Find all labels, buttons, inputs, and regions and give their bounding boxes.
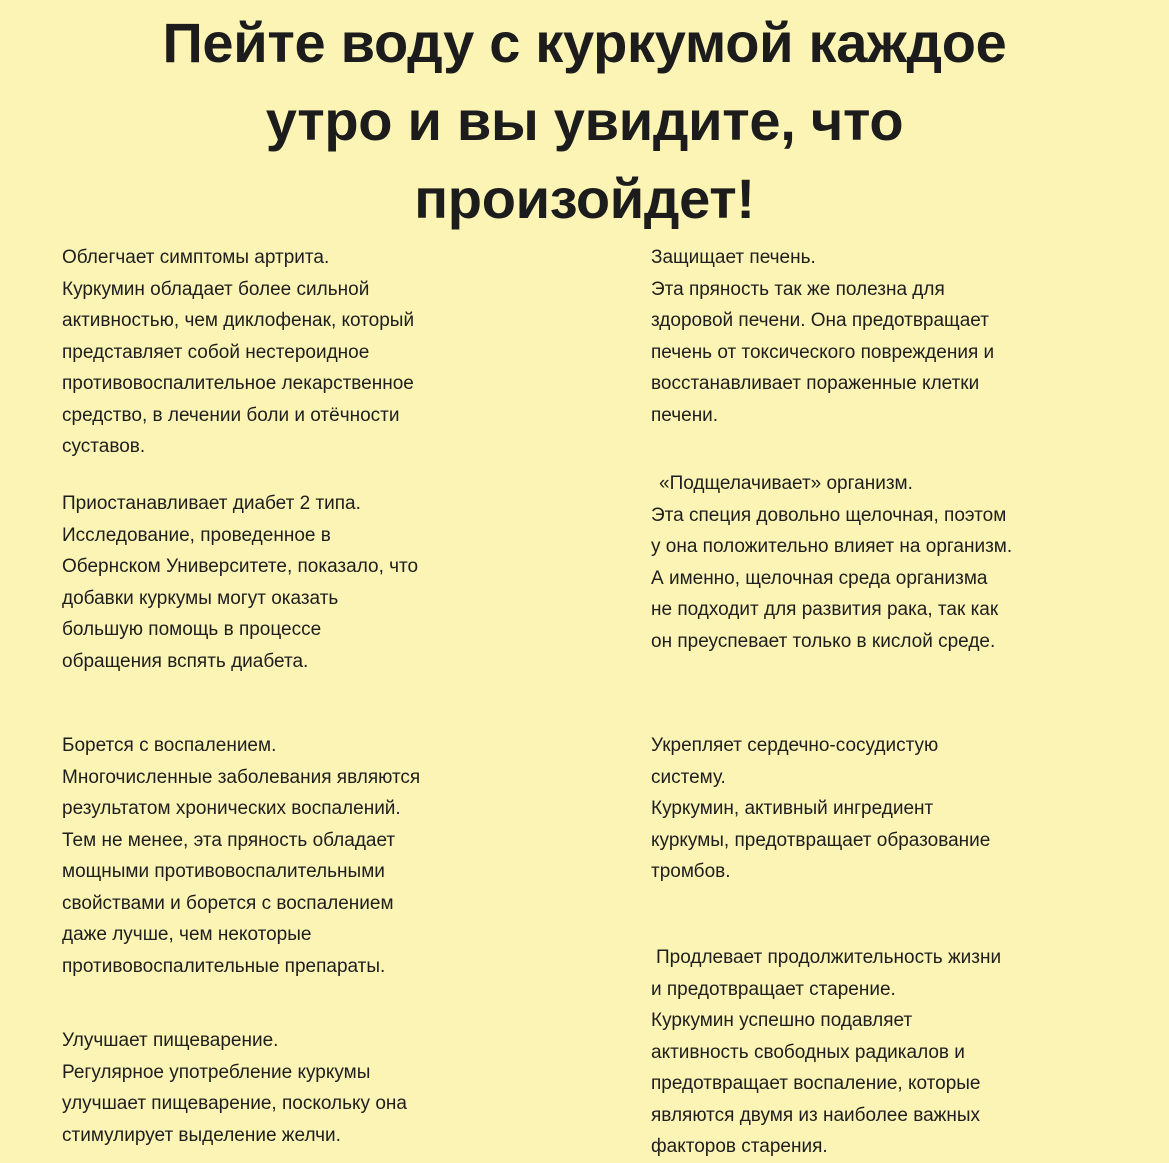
section-line: Тем не менее, эта пряность обладает bbox=[62, 829, 396, 851]
section-line: большую помощь в процессе bbox=[62, 619, 322, 640]
section-line: Эта специя довольно щелочная, поэтом bbox=[651, 504, 1007, 526]
section-line: активность свободных радикалов и bbox=[651, 1041, 965, 1063]
section-line: Регулярное употребление куркумы bbox=[62, 1061, 371, 1083]
section-liver bbox=[651, 242, 994, 431]
section-inflammation bbox=[62, 730, 420, 982]
title-line: произойдет! bbox=[414, 167, 755, 230]
section-line: предотвращает воспаление, которые bbox=[651, 1073, 981, 1094]
section-heading: Приостанавливает диабет 2 типа. bbox=[62, 493, 361, 514]
section-heading: Улучшает пищеварение. bbox=[62, 1030, 279, 1051]
section-line: факторов старения. bbox=[651, 1136, 828, 1157]
section-line: активностью, чем диклофенак, который bbox=[62, 310, 415, 331]
section-diabetes bbox=[62, 488, 418, 677]
section-line: Куркумин, активный ингредиент bbox=[651, 798, 934, 819]
section-line: стимулирует выделение желчи. bbox=[62, 1124, 341, 1146]
section-line: мощными противовоспалительными bbox=[62, 861, 385, 882]
title-line: утро и вы увидите, что bbox=[265, 89, 904, 152]
section-heading: «Подщелачивает» организм. bbox=[659, 473, 913, 494]
section-line: А именно, щелочная среда организма bbox=[651, 567, 988, 589]
section-heading: систему. bbox=[651, 766, 726, 788]
section-line: не подходит для развития рака, так как bbox=[651, 599, 999, 620]
section-arthritis bbox=[62, 242, 414, 463]
section-line: Многочисленные заболевания являются bbox=[62, 766, 421, 788]
section-line: добавки куркумы могут оказать bbox=[62, 587, 339, 609]
section-line: обращения вспять диабета. bbox=[62, 650, 309, 672]
section-line: Куркумин обладает более сильной bbox=[62, 278, 370, 300]
section-line: тромбов. bbox=[651, 861, 731, 882]
section-line: он преуспевает только в кислой среде. bbox=[651, 630, 996, 652]
section-line: суставов. bbox=[62, 436, 146, 457]
section-line: Куркумин успешно подавляет bbox=[651, 1010, 913, 1031]
section-heading: Укрепляет сердечно-сосудистую bbox=[651, 735, 939, 756]
section-line: Обернском Университете, показало, что bbox=[62, 556, 419, 577]
section-line: у она положительно влияет на организм. bbox=[651, 536, 1013, 557]
section-line: противовоспалительные препараты. bbox=[62, 955, 386, 977]
section-line: представляет собой нестероидное bbox=[62, 341, 370, 363]
section-heading: и предотвращает старение. bbox=[651, 978, 896, 1000]
section-line: результатом хронических воспалений. bbox=[62, 798, 401, 819]
section-line: здоровой печени. Она предотвращает bbox=[651, 310, 989, 331]
section-line: свойствами и борется с воспалением bbox=[62, 892, 394, 914]
section-line: Эта пряность так же полезна для bbox=[651, 278, 945, 300]
section-line: печени. bbox=[651, 404, 719, 426]
section-line: Исследование, проведенное в bbox=[62, 524, 331, 546]
section-cardiovascular bbox=[651, 730, 990, 888]
section-heading: Борется с воспалением. bbox=[62, 735, 277, 756]
section-alkaline bbox=[651, 468, 1012, 657]
section-digestion bbox=[62, 1025, 407, 1151]
page-title bbox=[0, 4, 1169, 238]
section-heading: Облегчает симптомы артрита. bbox=[62, 247, 330, 268]
section-line: средство, в лечении боли и отёчности bbox=[62, 404, 400, 426]
section-line: восстанавливает пораженные клетки bbox=[651, 373, 980, 394]
section-line: даже лучше, чем некоторые bbox=[62, 924, 312, 945]
section-heading: Защищает печень. bbox=[651, 247, 816, 268]
title-line: Пейте воду с куркумой каждое bbox=[162, 11, 1007, 74]
section-longevity bbox=[651, 942, 1001, 1163]
section-heading: Продлевает продолжительность жизни bbox=[656, 947, 1002, 968]
section-line: печень от токсического повреждения и bbox=[651, 341, 995, 363]
section-line: улучшает пищеварение, поскольку она bbox=[62, 1093, 407, 1114]
section-line: являются двумя из наиболее важных bbox=[651, 1104, 981, 1126]
section-line: противовоспалительное лекарственное bbox=[62, 373, 414, 394]
section-line: куркумы, предотвращает образование bbox=[651, 829, 991, 851]
